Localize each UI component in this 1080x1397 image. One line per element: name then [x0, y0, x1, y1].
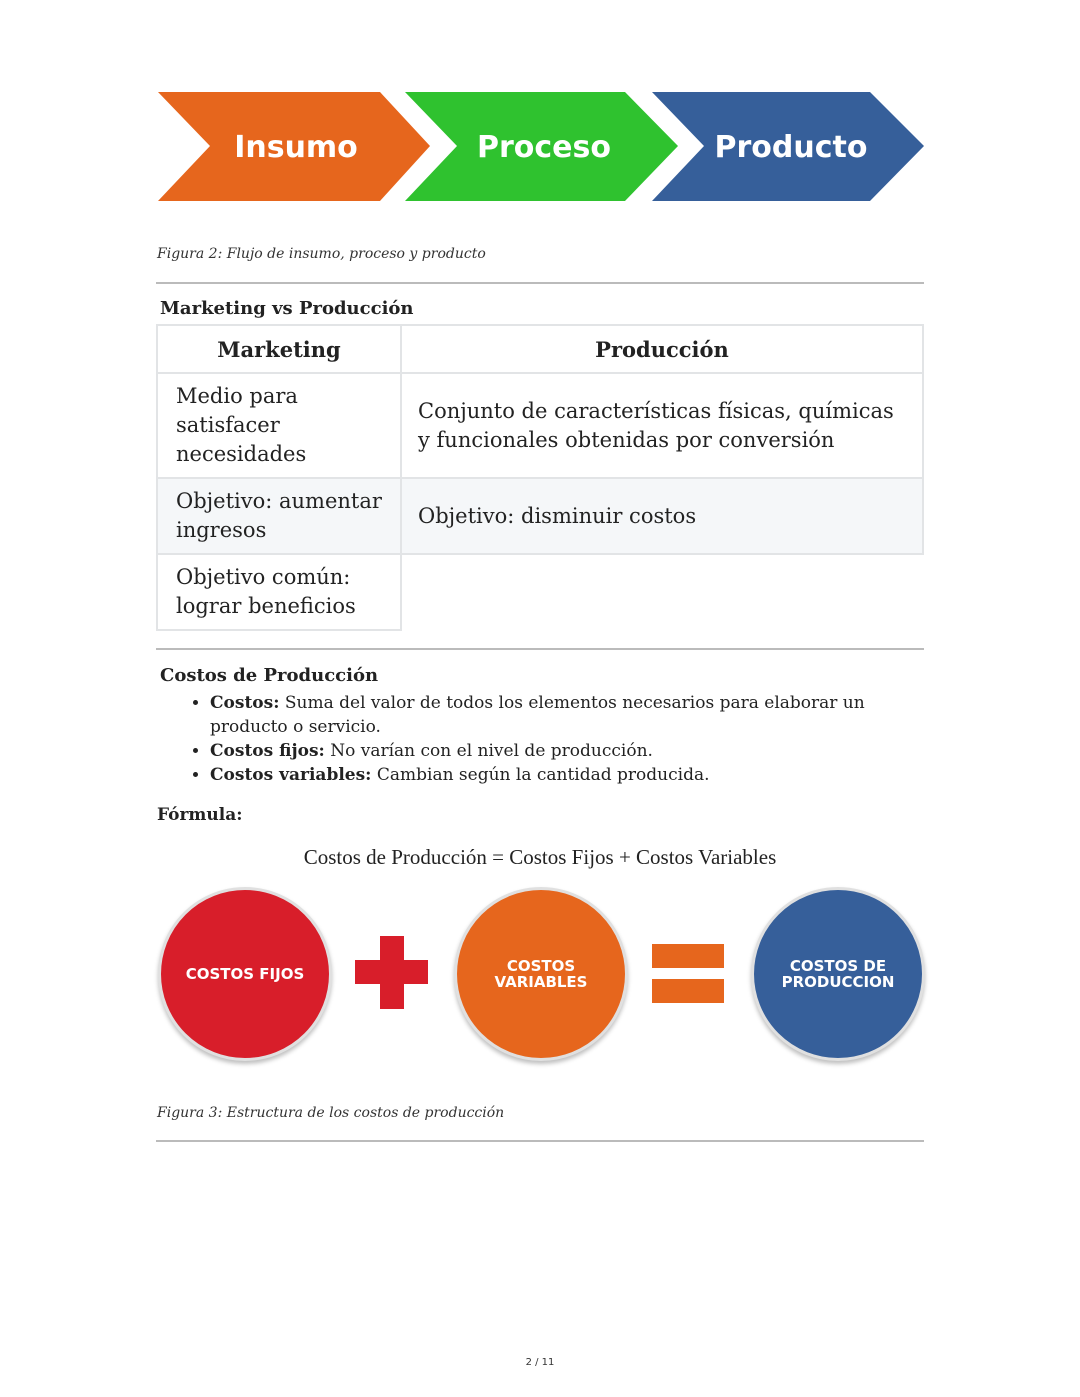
table-header: Marketing [157, 325, 401, 373]
circle-label: COSTOS FIJOS [185, 965, 305, 983]
term: Costos: [210, 693, 280, 713]
description: No varían con el nivel de producción. [324, 741, 653, 761]
list-item [210, 691, 926, 739]
section-title: Marketing vs Producción [160, 298, 414, 319]
divider [156, 282, 924, 284]
table-cell: Objetivo común: lograr beneficios [157, 554, 401, 630]
table-cell: Conjunto de características físicas, químicas y funcionales obtenidas por conversión [401, 373, 923, 478]
equals-icon [652, 979, 724, 1003]
term: Costos fijos: [210, 741, 325, 761]
table-cell: Medio para satisfacer necesidades [157, 373, 401, 478]
formula: Costos de Producción = Costos Fijos + Costos Variables [303, 845, 777, 869]
production-costs-circle [751, 887, 925, 1061]
table-cell: Objetivo: disminuir costos [401, 478, 923, 554]
table-row [157, 478, 923, 554]
table-header: Producción [401, 325, 923, 373]
list-item [210, 763, 926, 787]
comparison-table [156, 324, 924, 631]
figure-caption: Figura 3: Estructura de los costos de producción [157, 1105, 505, 1121]
divider [156, 1140, 924, 1142]
table-cell [401, 554, 923, 630]
circle-label: PRODUCCION [781, 973, 895, 991]
description: Cambian según la cantidad producida. [371, 765, 710, 785]
formula-label: Fórmula: [157, 805, 243, 825]
page-number: 2 / 11 [525, 1357, 555, 1368]
figure-caption: Figura 2: Flujo de insumo, proceso y producto [157, 246, 486, 262]
term: Costos variables: [210, 765, 372, 785]
costs-list [156, 691, 926, 787]
table-row [157, 373, 923, 478]
table-cell: Objetivo: aumentar ingresos [157, 478, 401, 554]
circle-label: COSTOS DE [789, 957, 887, 975]
table-row [157, 554, 923, 630]
arrow-label: Insumo [234, 130, 358, 165]
section-title: Costos de Producción [160, 665, 379, 686]
circle-label: COSTOS [506, 957, 576, 975]
equals-icon [652, 944, 724, 968]
variable-costs-circle [454, 887, 628, 1061]
description: Suma del valor de todos los elementos necesarios para elaborar un producto o servicio. [210, 693, 865, 737]
circle-label: VARIABLES [494, 973, 588, 991]
arrow-label: Proceso [477, 130, 611, 165]
plus-icon [380, 936, 404, 1009]
divider [156, 648, 924, 650]
arrow-label: Producto [714, 130, 868, 165]
list-item [210, 739, 926, 763]
flow-diagram [150, 85, 930, 210]
fixed-costs-circle [158, 887, 332, 1061]
